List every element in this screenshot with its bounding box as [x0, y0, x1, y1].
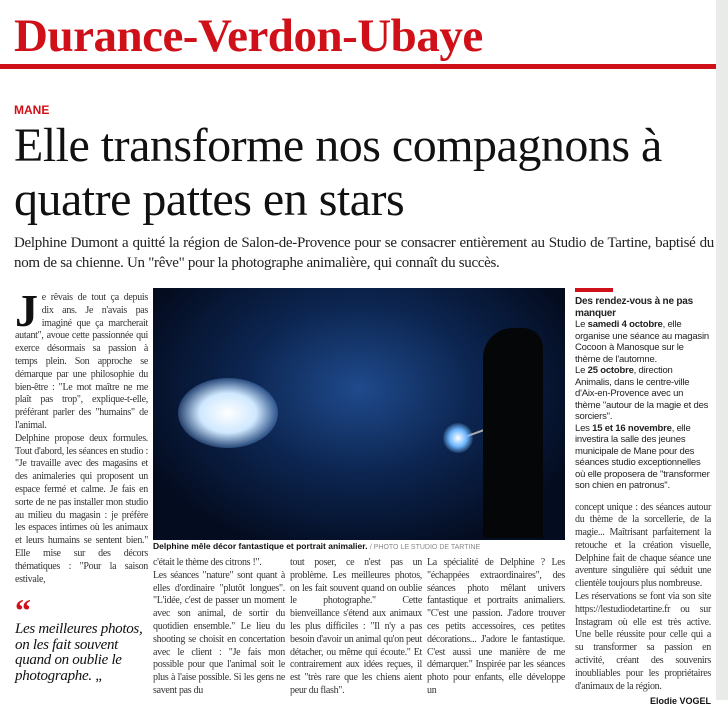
article-header: [14, 103, 714, 273]
page-edge-strip: [716, 0, 728, 700]
article-photo: [153, 288, 565, 540]
column-5: [575, 502, 711, 694]
column-1: [15, 285, 148, 684]
wizard-figure: [483, 328, 543, 538]
event-date: samedi 4 octobre: [587, 319, 663, 330]
col2-paragraph-1: c'était le thème des citrons !".: [153, 557, 262, 568]
kicker-location: MANE: [14, 103, 50, 117]
event-2: [575, 365, 711, 423]
col5-paragraph-2: Les réservations se font via son site https://lestudiodetartine.fr ou sur Instagram où elle est très active. Une belle réussite pour celle qui a su transformer sa passion en activité, créant des souvenirs inoubliables pour les propriétaires d'animaux de la région.: [575, 591, 711, 692]
col1-paragraph-1: e rêvais de tout ça depuis dix ans. Je n'avais pas imaginé que ça marcherait autant", avoue cette passionnée qui exerce désormais sa passion à temps plein. Son approche se démarque par une philosophie du bien-être : "Le mot maître ne me plaît pas trop", explique-t-elle, préférant parler des "humains" de l'animal.: [15, 292, 148, 431]
column-4: La spécialité de Delphine ? Les "échappées extraordinaires", des séances photo mêlant univers fantastique et portraits animaliers. "C'est une passion. J'adore trouver ces petits accessoires, ces petites décorations... J'adore le fantastique. C'est aussi une manière de me démarquer." Inspirée par les séances photo pour enfants, elle développe un: [427, 557, 565, 696]
column-2: [153, 557, 285, 698]
pull-quote-text: Les meilleures photos, on les fait souvent quand on oublie le photographe.: [15, 621, 143, 684]
photo-caption: [153, 541, 565, 553]
col5-paragraph-1: concept unique : des séances autour du thème de la sorcellerie, de la magie... Maîtrisant parfaitement la retouche et la création visuelle, Delphine fait de chaque séance une aventure singulière qui séduit une clientèle toujours plus nombreuse.: [575, 501, 711, 590]
col2-paragraph-2: Les séances "nature" sont quant à elles d'ordinaire "plutôt longues". "L'idée, c'est de passer un moment avec son animal, de sortir du quotidien ensemble." Le lieu du shooting se choisit en concertation avec le client : "Je fais mon possible pour que l'animal soit le plus à l'aise possible. Si les gens ne savent pas du: [153, 569, 285, 696]
right-column: [575, 288, 711, 707]
text: Les: [575, 422, 593, 434]
author-byline: Elodie VOGEL: [649, 696, 711, 707]
text: Le: [575, 319, 588, 330]
section-rule: [0, 64, 716, 69]
event-date: 15 et 16 novembre: [592, 422, 672, 434]
events-box: [575, 288, 711, 492]
glowing-dog: [178, 378, 278, 448]
lead-paragraph: Delphine Dumont a quitté la région de Salon-de-Provence pour se consacrer entièrement au Studio de Tartine, baptisé du nom de sa chienne. Un "rêve" pour la photographe animalière, qui connaît du succès.: [14, 235, 714, 271]
light-orb: [443, 423, 473, 453]
photo-credit: / PHOTO LE STUDIO DE TARTINE: [369, 544, 481, 551]
box-tag: [575, 288, 613, 292]
event-1: [575, 319, 711, 365]
event-date: 25 octobre: [587, 365, 634, 376]
event-3: [575, 423, 711, 492]
box-title: Des rendez-vous à ne pas manquer: [575, 296, 694, 319]
text: , elle investira la salle des jeunes municipale de Mane pour des séances studio exceptionnelles où elle proposera de "transformer son chien en patronus".: [575, 422, 710, 491]
pull-quote: [15, 592, 148, 684]
section-title: Durance-Verdon-Ubaye: [14, 10, 483, 62]
headline: Elle transforme nos compagnons à quatre pattes en stars: [14, 119, 662, 226]
drop-cap: J: [15, 285, 38, 336]
text: , direction Animalis, dans le centre-ville d'Aix-en-Provence avec un thème "autour de la magie et des sorciers".: [575, 365, 709, 422]
quote-close: „: [95, 667, 104, 684]
column-3: tout poser, ce n'est pas un problème. Les meilleures photos, on les fait souvent quand on oublie le photographe." Cette bienveillance s'étend aux animaux les plus difficiles : "Il n'y a pas besoin d'avoir un animal qu'on peut détacher, ou même qui écoute." Et contrairement aux idées reçues, il est "très rare que les chiens aient peur du flash".: [290, 557, 422, 696]
caption-text: Delphine mêle décor fantastique et portrait animalier.: [153, 541, 368, 551]
col1-paragraph-2: Delphine propose deux formules. Tout d'abord, les séances en studio : "Je travaille avec des magasins et des animaleries qui proposent un espace fermé et calme. Je fais en sorte de ne pas installer mon studio au milieu du magasin : je préfère les espaces intimes où les animaux et leurs humains se sentent bien." Elle mise sur des décors thématiques : "Pour la saison estivale,: [15, 432, 148, 585]
quote-mark-icon: “: [15, 592, 31, 629]
text: , elle organise une séance au magasin Cocoon à Manosque sur le thème de l'automne.: [575, 319, 709, 365]
text: Le: [575, 365, 588, 376]
